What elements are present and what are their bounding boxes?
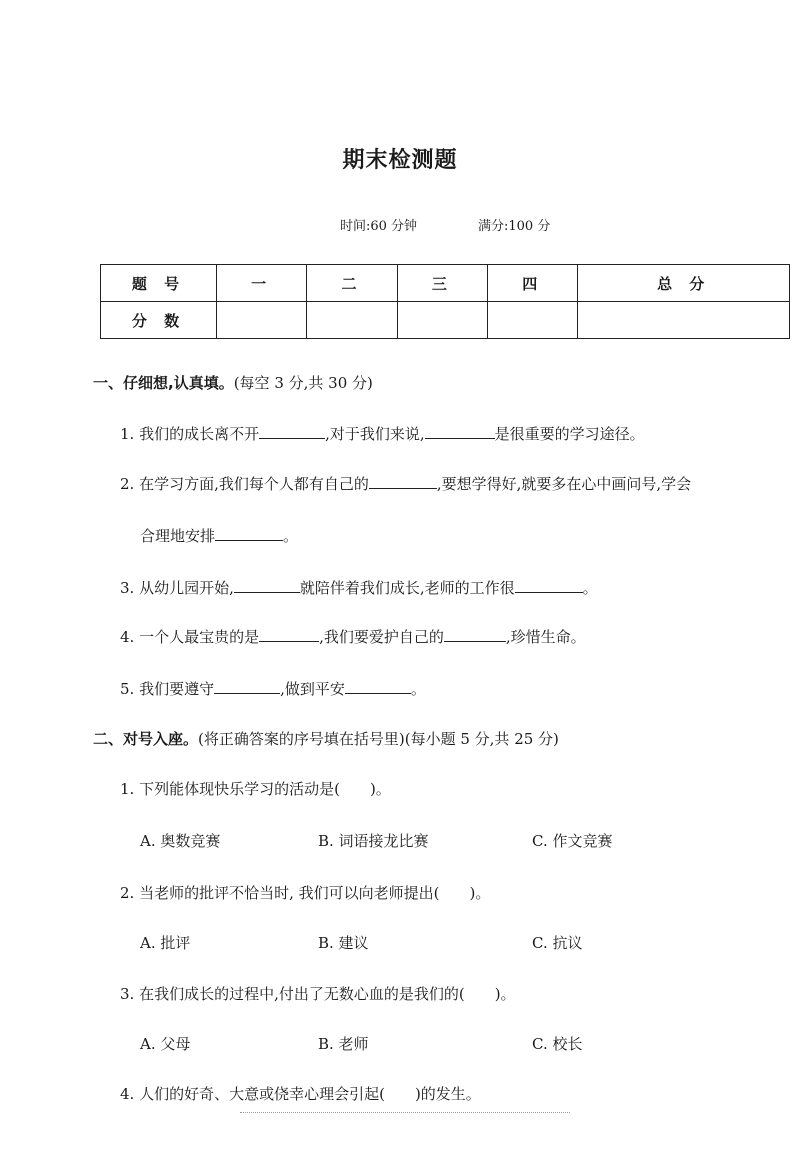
score-cell[interactable] [217,302,307,339]
option-a[interactable]: A. 父母 [140,1035,191,1053]
section-2-title: 二、对号入座。 [93,730,199,748]
answer-blank[interactable] [444,627,506,642]
time-limit: 时间:60 分钟 [340,219,418,234]
question-2-3: 3. 在我们成长的过程中,付出了无数心血的是我们的( )。 [120,985,516,1003]
option-b[interactable]: B. 词语接龙比赛 [318,832,429,850]
answer-blank[interactable] [214,679,280,694]
answer-blank[interactable] [425,424,495,439]
section-1-heading [93,372,373,393]
score-header-cell: 四 [488,265,578,302]
score-header-cell: 总 分 [578,265,790,302]
score-cell[interactable] [488,302,578,339]
question-1-3: 3. 从幼儿园开始, 就陪伴着我们成长,老师的工作很 。 [120,579,598,597]
option-b[interactable]: B. 建议 [318,934,369,952]
option-a[interactable]: A. 批评 [140,934,191,952]
section-2-note: (将正确答案的序号填在括号里)(每小题 5 分,共 25 分) [198,730,559,748]
question-2-1: 1. 下列能体现快乐学习的活动是( )。 [120,780,391,798]
score-header-cell: 三 [397,265,487,302]
question-1-2: 2. 在学习方面,我们每个人都有自己的 ,要想学得好,就要多在心中画问号,学会 [120,475,692,493]
score-header-cell: 题 号 [101,265,217,302]
page-title: 期末检测题 [342,148,458,173]
question-2-2: 2. 当老师的批评不恰当时, 我们可以向老师提出( )。 [120,884,491,902]
score-header-cell: 一 [217,265,307,302]
score-cell[interactable] [397,302,487,339]
question-1-1: 1. 我们的成长离不开 ,对于我们来说, 是很重要的学习途径。 [120,425,645,443]
answer-blank[interactable] [215,526,283,541]
section-1-note: (每空 3 分,共 30 分) [233,374,373,392]
option-c[interactable]: C. 抗议 [532,934,583,952]
question-2-4: 4. 人们的好奇、大意或侥幸心理会引起( )的发生。 [120,1085,481,1103]
question-1-5: 5. 我们要遵守 ,做到平安 。 [120,680,426,698]
score-row-label: 分 数 [101,302,217,339]
score-header-cell: 二 [307,265,397,302]
score-cell[interactable] [578,302,790,339]
score-table [100,264,790,339]
score-table-header-row [101,265,790,302]
option-b[interactable]: B. 老师 [318,1035,369,1053]
option-c[interactable]: C. 校长 [532,1035,583,1053]
question-1-4: 4. 一个人最宝贵的是 ,我们要爱护自己的 ,珍惜生命。 [120,628,586,646]
score-table-score-row [101,302,790,339]
answer-blank[interactable] [345,679,411,694]
section-2-heading [93,728,559,749]
option-a[interactable]: A. 奥数竞赛 [140,832,221,850]
answer-blank[interactable] [259,424,325,439]
score-cell[interactable] [307,302,397,339]
full-score: 满分:100 分 [478,219,551,234]
answer-blank[interactable] [234,578,300,593]
answer-blank[interactable] [259,627,319,642]
section-1-title: 一、仔细想,认真填。 [93,374,234,392]
answer-blank[interactable] [515,578,583,593]
page-cutoff-line [240,1112,570,1117]
option-c[interactable]: C. 作文竞赛 [532,832,613,850]
answer-blank[interactable] [369,474,437,489]
question-1-2-continued: 合理地安排 。 [140,527,299,545]
